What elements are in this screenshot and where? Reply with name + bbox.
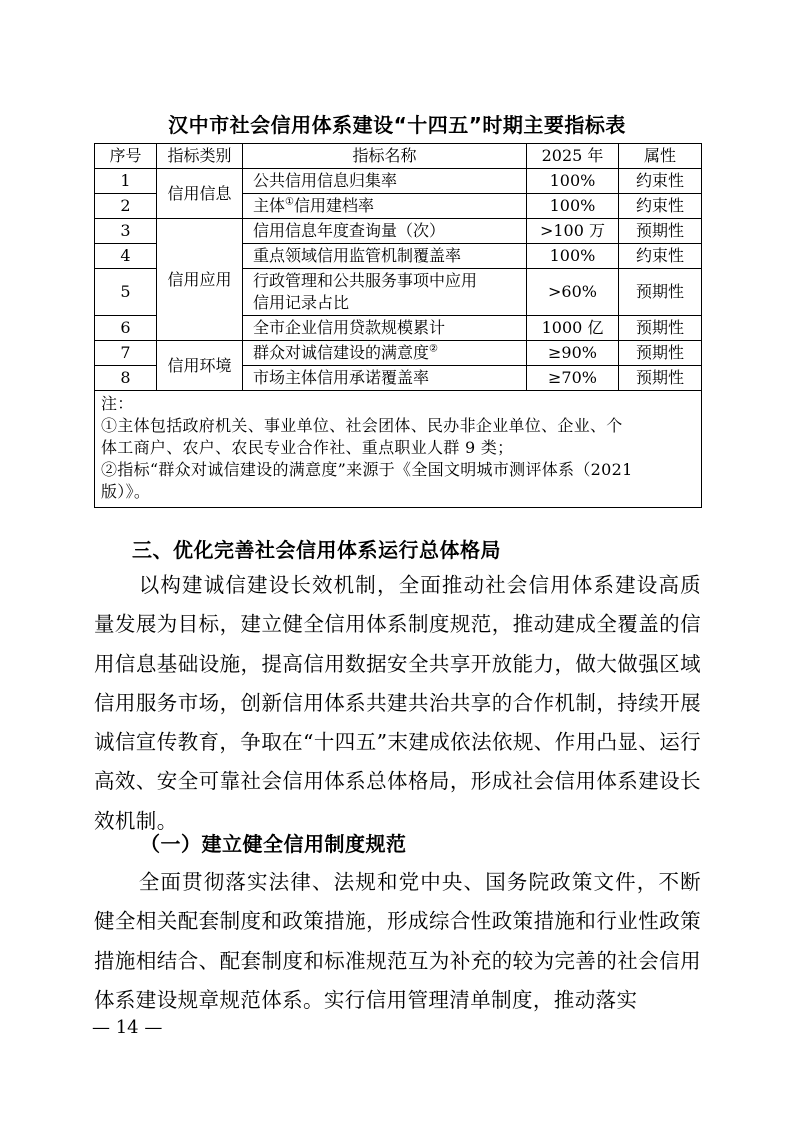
indicator-attribute: 预期性	[619, 341, 702, 366]
note-line: 版）》。	[101, 482, 151, 501]
indicator-value: 100%	[527, 244, 619, 269]
row-no: 1	[95, 169, 157, 194]
indicator-value: >60%	[527, 269, 619, 316]
paragraph	[94, 863, 701, 1020]
row-no: 4	[95, 244, 157, 269]
footnote-marker: ②	[429, 343, 438, 355]
page-number: — 14 —	[92, 1017, 163, 1038]
category-credit-application: 信用应用	[157, 219, 243, 341]
row-no: 6	[95, 316, 157, 341]
section-heading: 三、优化完善社会信用体系运行总体格局	[132, 538, 501, 562]
row-no: 5	[95, 269, 157, 316]
note-line: 体工商户、农户、农民专业合作社、重点职业人群 9 类；	[101, 438, 514, 457]
note-line: ②指标“群众对诚信建设的满意度”来源于《全国文明城市测评体系（2021	[101, 460, 633, 479]
header-name: 指标名称	[243, 144, 527, 169]
indicator-value: 1000 亿	[527, 316, 619, 341]
table-row	[95, 169, 702, 194]
row-no: 8	[95, 366, 157, 391]
category-credit-environment: 信用环境	[157, 341, 243, 391]
indicator-attribute: 预期性	[619, 219, 702, 244]
paragraph-text: 以构建诚信建设长效机制，全面推动社会信用体系建设高质量发展为目标，建立健全信用体系制度规范，推动建成全覆盖的信用信息基础设施，提高信用数据安全共享开放能力，做大做强区域信用服务市场，创新信用体系共建共治共享的合作机制，持续开展诚信宣传教育，争取在“十四五”末建成依法依规、作用凸显、运行高效、安全可靠社会信用体系总体格局，形成社会信用体系建设长效机制。	[94, 573, 701, 833]
paragraph-text: 全面贯彻落实法律、法规和党中央、国务院政策文件，不断健全相关配套制度和政策措施，形成综合性政策措施和行业性政策措施相结合、配套制度和标准规范互为补充的较为完善的社会信用体系建设规章规范体系。实行信用管理清单制度，推动落实	[94, 870, 701, 1012]
indicator-name	[243, 194, 527, 219]
indicator-attribute: 约束性	[619, 194, 702, 219]
row-no: 7	[95, 341, 157, 366]
table-title: 汉中市社会信用体系建设“十四五”时期主要指标表	[168, 113, 626, 137]
row-no: 3	[95, 219, 157, 244]
indicator-name-line: 行政管理和公共服务事项中应用	[253, 271, 478, 290]
indicator-name: 重点领域信用监管机制覆盖率	[243, 244, 527, 269]
indicator-attribute: 预期性	[619, 316, 702, 341]
indicator-value: 100%	[527, 169, 619, 194]
table-notes	[95, 391, 702, 508]
indicator-value: ≥90%	[527, 341, 619, 366]
paragraph	[94, 566, 701, 841]
table-row	[95, 341, 702, 366]
indicator-table	[94, 143, 702, 508]
indicator-value: ≥70%	[527, 366, 619, 391]
indicator-name-line: 信用记录占比	[253, 293, 350, 312]
indicator-name: 信用信息年度查询量（次）	[243, 219, 527, 244]
indicator-name-text: 群众对诚信建设的满意度	[253, 343, 430, 362]
header-no: 序号	[95, 144, 157, 169]
indicator-name: 公共信用信息归集率	[243, 169, 527, 194]
header-year: 2025 年	[527, 144, 619, 169]
indicator-attribute: 预期性	[619, 366, 702, 391]
indicator-name: 市场主体信用承诺覆盖率	[243, 366, 527, 391]
indicator-attribute: 预期性	[619, 269, 702, 316]
row-no: 2	[95, 194, 157, 219]
table-row	[95, 219, 702, 244]
footnote-marker: ①	[285, 196, 294, 208]
indicator-name: 全市企业信用贷款规模累计	[243, 316, 527, 341]
notes-label: 注：	[101, 394, 134, 413]
header-category: 指标类别	[157, 144, 243, 169]
indicator-name-text: 信用建档率	[293, 196, 374, 215]
indicator-value: >100 万	[527, 219, 619, 244]
category-credit-info: 信用信息	[157, 169, 243, 219]
header-attribute: 属性	[619, 144, 702, 169]
indicator-name-text: 主体	[253, 196, 286, 215]
indicator-attribute: 约束性	[619, 244, 702, 269]
table-notes-row	[95, 391, 702, 508]
note-line: ①主体包括政府机关、事业单位、社会团体、民办非企业单位、企业、个	[101, 416, 623, 435]
indicator-value: 100%	[527, 194, 619, 219]
indicator-name	[243, 341, 527, 366]
subsection-heading: （一）建立健全信用制度规范	[140, 832, 407, 856]
table-header-row	[95, 144, 702, 169]
indicator-attribute: 约束性	[619, 169, 702, 194]
indicator-name	[243, 269, 527, 316]
